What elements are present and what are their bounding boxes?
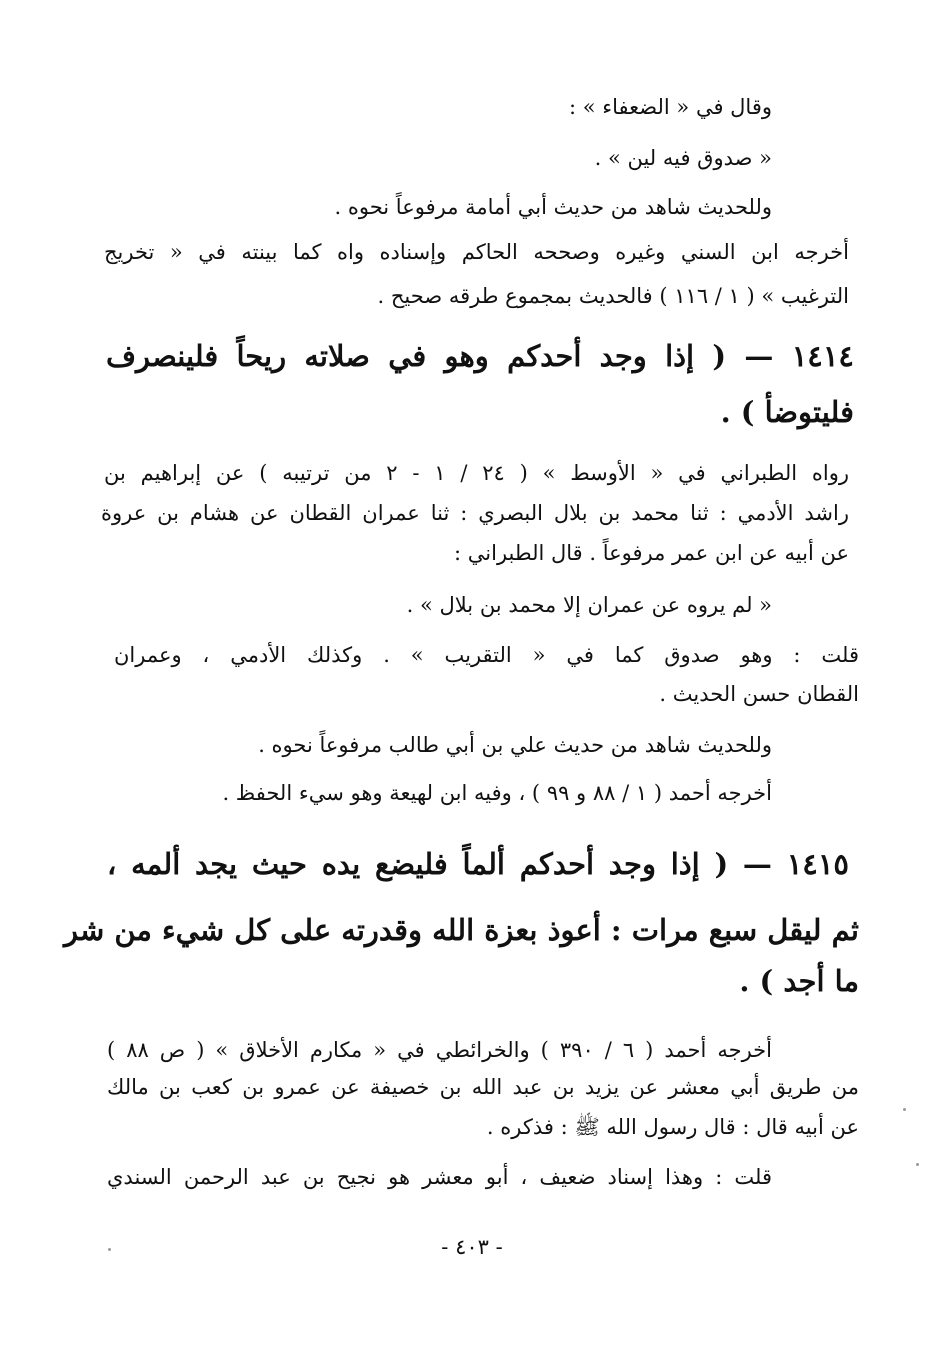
text-line: راشد الأدمي : ثنا محمد بن بلال البصري : ثنا عمران القطان عن هشام بن عروة	[101, 501, 849, 525]
hadith-heading: ١٤١٤ — ( إذا وجد أحدكم وهو في صلاته ريحاً فلينصرف	[106, 339, 854, 373]
text-line: القطان حسن الحديث .	[659, 682, 859, 706]
text-line: قلت : وهذا إسناد ضعيف ، أبو معشر هو نجيح بن عبد الرحمن السندي	[107, 1165, 772, 1189]
text-line: قلت : وهو صدوق كما في « التقريب » . وكذلك الأدمي ، وعمران	[114, 643, 859, 667]
text-line: عن أبيه قال : قال رسول الله ﷺ : فذكره .	[486, 1115, 859, 1139]
hadith-heading-continued: ثم ليقل سبع مرات : أعوذ بعزة الله وقدرته على كل شيء من شر	[63, 913, 859, 947]
text-line: وللحديث شاهد من حديث علي بن أبي طالب مرفوعاً نحوه .	[258, 733, 772, 757]
text-line: أخرجه أحمد ( ٦ / ٣٩٠ ) والخرائطي في « مكارم الأخلاق » ( ص ٨٨ )	[107, 1038, 772, 1062]
scan-speck	[108, 1248, 111, 1251]
scan-speck	[903, 1108, 906, 1111]
text-line: وقال في « الضعفاء » :	[569, 95, 772, 119]
text-line: رواه الطبراني في « الأوسط » ( ٢٤ / ١ - ٢ من ترتيبه ) عن إبراهيم بن	[104, 461, 849, 485]
scan-speck	[916, 1163, 919, 1166]
quote-line: « لم يروه عن عمران إلا محمد بن بلال » .	[406, 593, 772, 617]
text-line: الترغيب » ( ١ / ١١٦ ) فالحديث بمجموع طرقه صحيح .	[377, 284, 849, 308]
hadith-heading-continued: فليتوضأ ) .	[720, 395, 854, 429]
text-line: أخرجه ابن السني وغيره وصححه الحاكم وإسناده واه كما بينته في « تخريج	[104, 240, 849, 264]
text-line: عن أبيه عن ابن عمر مرفوعاً . قال الطبراني :	[454, 541, 849, 565]
text-line: وللحديث شاهد من حديث أبي أمامة مرفوعاً نحوه .	[334, 195, 772, 219]
hadith-heading: ١٤١٥ — ( إذا وجد أحدكم ألماً فليضع يده حيث يجد ألمه ،	[107, 847, 849, 881]
text-line: من طريق أبي معشر عن يزيد بن عبد الله بن خصيفة عن عمرو بن كعب بن مالك	[107, 1075, 859, 1099]
page-number: - ٤٠٣ -	[441, 1235, 503, 1259]
text-line: أخرجه أحمد ( ١ / ٨٨ و ٩٩ ) ، وفيه ابن لهيعة وهو سيء الحفظ .	[222, 781, 772, 805]
quote-line: « صدوق فيه لين » .	[594, 146, 772, 170]
hadith-heading-continued: ما أجد ) .	[739, 964, 859, 998]
